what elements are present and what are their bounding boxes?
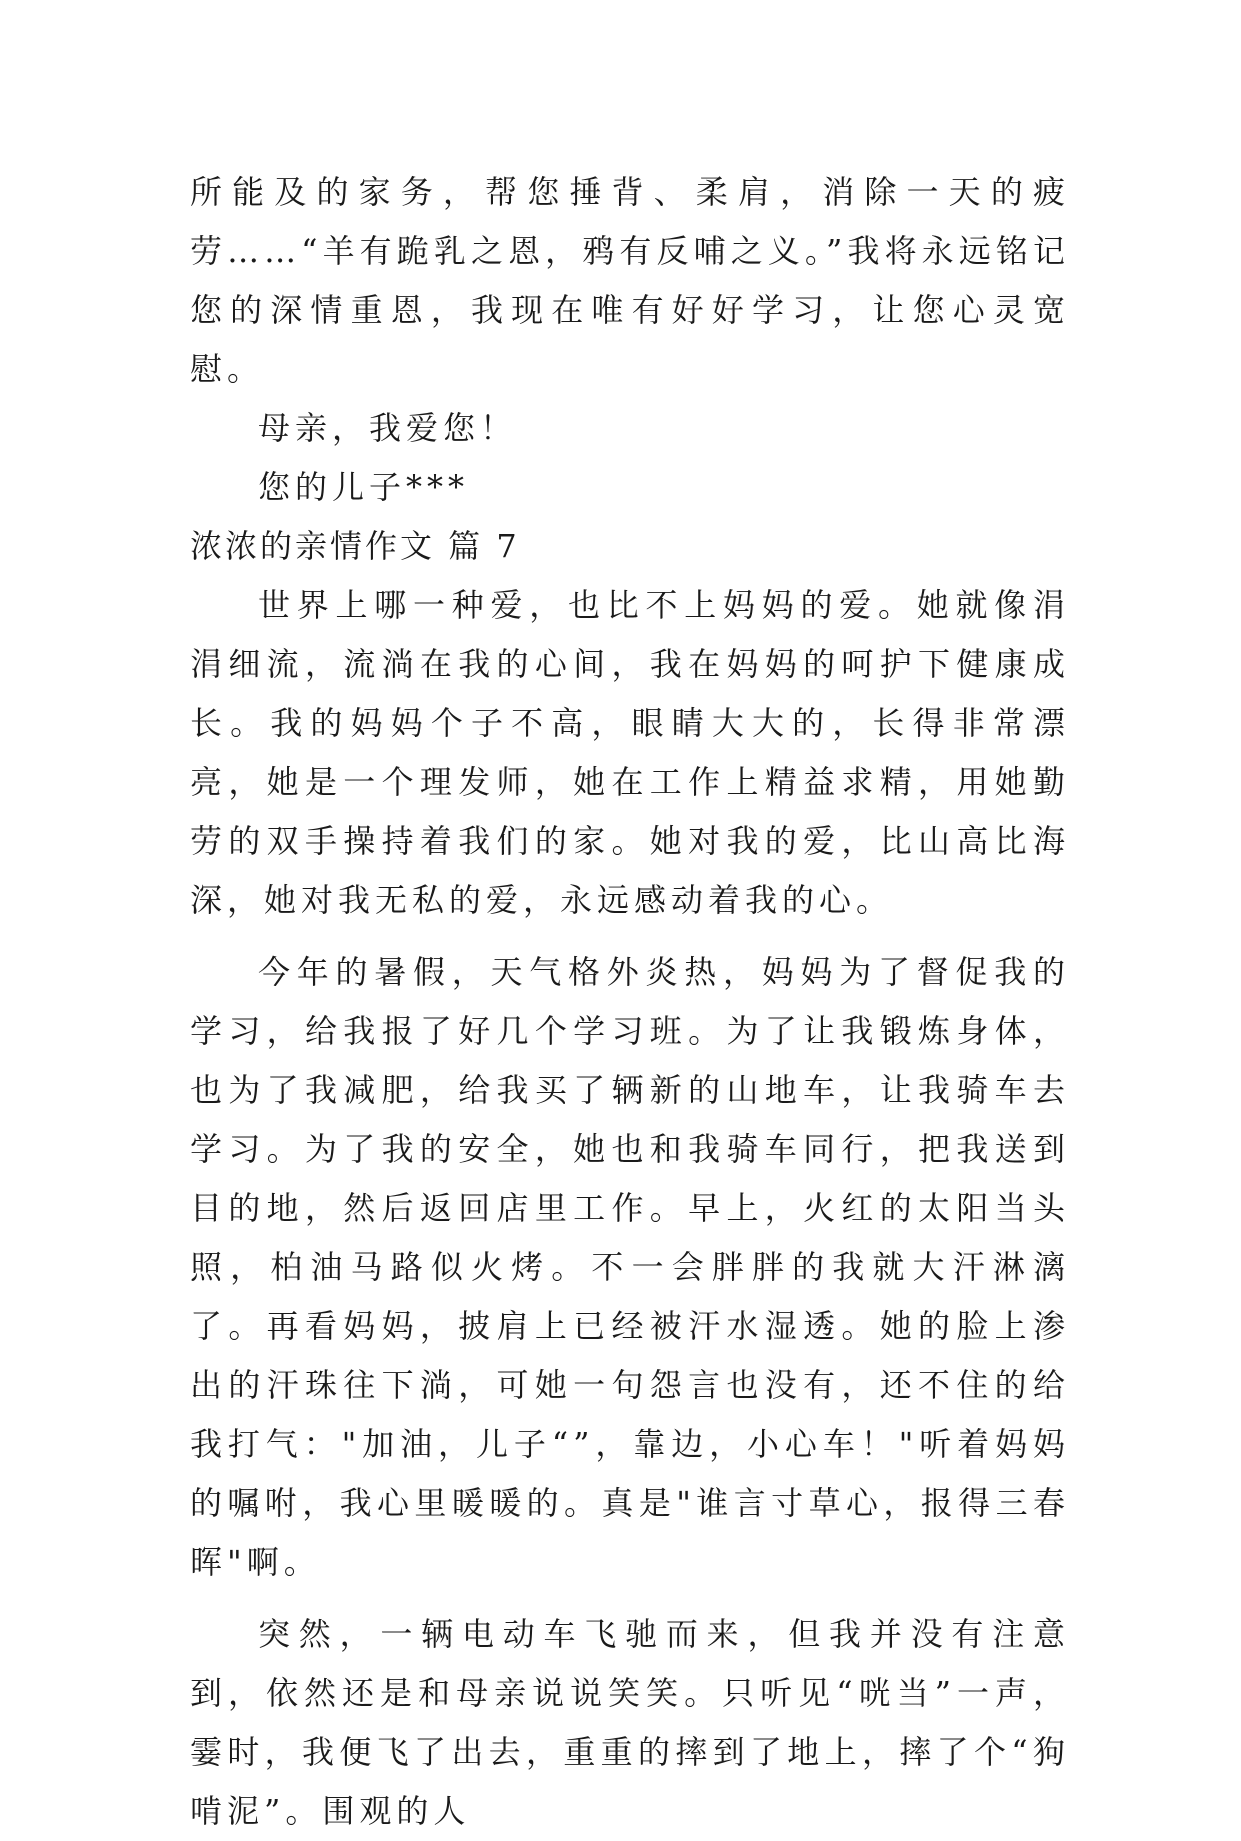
document-body xyxy=(190,163,1070,1841)
paragraph-summer-vacation: 今年的暑假，天气格外炎热，妈妈为了督促我的学习，给我报了好几个学习班。为了让我锻炼身体，也为了我减肥，给我买了辆新的山地车，让我骑车去学习。为了我的安全，她也和我骑车同行，把我送到目的地，然后返回店里工作。早上，火红的太阳当头照，柏油马路似火烤。不一会胖胖的我就大汗淋漓了。再看妈妈，披肩上已经被汗水湿透。她的脸上渗出的汗珠往下淌，可她一句怨言也没有，还不住的给我打气："加油，儿子“”，靠边，小心车！"听着妈妈的嘱咐，我心里暖暖的。真是"谁言寸草心，报得三春晖"啊。 xyxy=(190,953,1070,1581)
paragraph-mother-love: 世界上哪一种爱，也比不上妈妈的爱。她就像涓涓细流，流淌在我的心间，我在妈妈的呵护下健康成长。我的妈妈个子不高，眼睛大大的，长得非常漂亮，她是一个理发师，她在工作上精益求精，用她勤劳的双手操持着我们的家。她对我的爱，比山高比海深，她对我无私的爱，永远感动着我的心。 xyxy=(190,586,1070,919)
paragraph-continuation: 所能及的家务，帮您捶背、柔肩，消除一天的疲劳……“羊有跪乳之恩，鸦有反哺之义。”我将永远铭记您的深情重恩，我现在唯有好好学习，让您心灵宽慰。 xyxy=(190,173,1070,388)
paragraph-signature: 您的儿子*** xyxy=(258,468,470,506)
section-heading: 浓浓的亲情作文 篇 7 xyxy=(190,527,520,565)
paragraph-accident: 突然，一辆电动车飞驰而来，但我并没有注意到，依然还是和母亲说说笑笑。只听见“咣当”一声，霎时，我便飞了出去，重重的摔到了地上，摔了个“狗啃泥”。围观的人 xyxy=(190,1615,1070,1830)
paragraph-love-mother: 母亲，我爱您！ xyxy=(258,409,518,447)
